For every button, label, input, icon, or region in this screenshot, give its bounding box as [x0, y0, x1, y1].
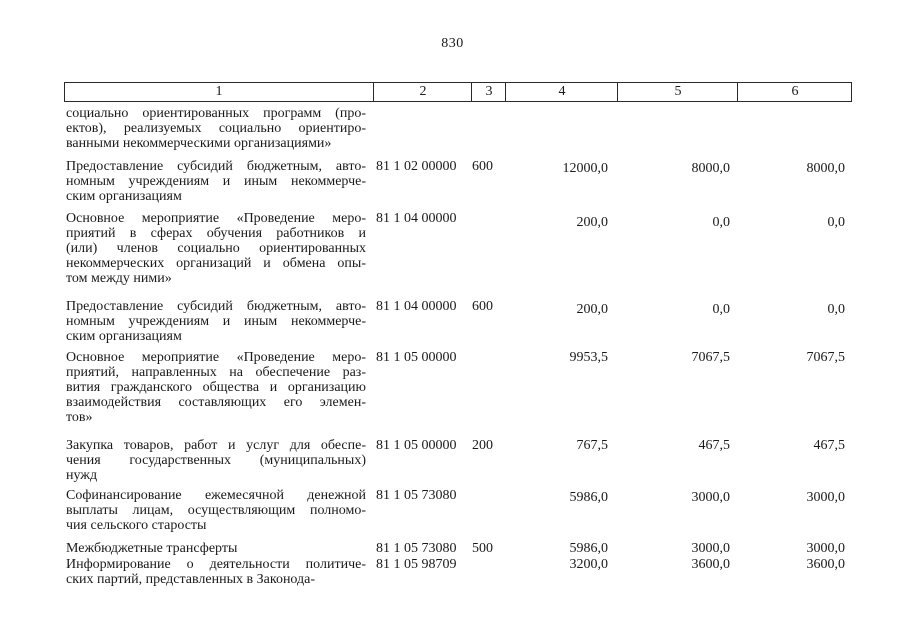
description-line: Основное мероприятие «Проведение меро-: [66, 350, 366, 365]
amount-col-5: 3600,0: [691, 557, 730, 572]
description-line: тов»: [66, 410, 93, 425]
amount-col-4: 5986,0: [569, 490, 608, 505]
row-description: [66, 488, 366, 533]
row-description: [66, 106, 366, 151]
description-line: ским организациям: [66, 189, 182, 204]
description-line: Предоставление субсидий бюджетным, авто-: [66, 159, 366, 174]
amount-col-4: 9953,5: [569, 350, 608, 365]
amount-col-5: 0,0: [712, 302, 730, 317]
header-col-1: 1: [215, 84, 223, 99]
amount-col-5: 0,0: [712, 215, 730, 230]
amount-col-6: 3000,0: [806, 490, 845, 505]
description-line: Закупка товаров, работ и услуг для обеспе-: [66, 438, 366, 453]
header-col-4: 4: [505, 83, 618, 101]
amount-col-5: 3000,0: [691, 541, 730, 556]
row-description: [66, 159, 366, 204]
budget-code: 81 1 05 00000: [376, 438, 457, 453]
description-line: приятий в сферах обучения работников и: [66, 226, 366, 241]
amount-col-6: 8000,0: [806, 161, 845, 176]
budget-code: 81 1 02 00000: [376, 159, 457, 174]
budget-code: 81 1 04 00000: [376, 211, 457, 226]
description-line: том между ними»: [66, 271, 172, 286]
description-line: номным учреждениям и иным некоммерче-: [66, 314, 366, 329]
row-description: [66, 211, 366, 286]
description-line: социально ориентированных программ (про-: [66, 106, 366, 121]
header-col-5: 5: [617, 83, 738, 101]
amount-col-4: 767,5: [576, 438, 608, 453]
row-description: [66, 557, 366, 587]
page-number: 830: [441, 36, 464, 51]
amount-col-6: 0,0: [827, 215, 845, 230]
expense-type: 500: [472, 541, 493, 556]
description-line: Предоставление субсидий бюджетным, авто-: [66, 299, 366, 314]
expense-type: 600: [472, 159, 493, 174]
row-description: [66, 541, 366, 556]
expense-type: 600: [472, 299, 493, 314]
amount-col-6: 3600,0: [806, 557, 845, 572]
description-line: ских партий, представленных в Законода-: [66, 572, 316, 587]
description-line: Межбюджетные трансферты: [66, 541, 238, 556]
row-description: [66, 350, 366, 425]
expense-type: 200: [472, 438, 493, 453]
description-line: нужд: [66, 468, 98, 483]
description-line: (или) членов социально ориентированных: [66, 241, 366, 256]
budget-code: 81 1 05 98709: [376, 557, 457, 572]
amount-col-6: 7067,5: [806, 350, 845, 365]
description-line: приятий, направленных на обеспечение раз-: [66, 365, 366, 380]
budget-code: 81 1 04 00000: [376, 299, 457, 314]
amount-col-6: 3000,0: [806, 541, 845, 556]
description-line: ванными некоммерческими организациями»: [66, 136, 332, 151]
budget-code: 81 1 05 73080: [376, 488, 457, 503]
amount-col-5: 467,5: [698, 438, 730, 453]
table-header: [64, 82, 852, 102]
header-col-2: 2: [373, 83, 472, 101]
amount-col-4: 12000,0: [562, 161, 608, 176]
budget-code: 81 1 05 73080: [376, 541, 457, 556]
description-line: чия сельского старосты: [66, 518, 207, 533]
description-line: взаимодействия составляющих его элемен-: [66, 395, 366, 410]
description-line: ектов), реализуемых социально ориентиро-: [66, 121, 366, 136]
header-col-3: 3: [471, 83, 506, 101]
amount-col-5: 8000,0: [691, 161, 730, 176]
amount-col-4: 200,0: [576, 215, 608, 230]
description-line: чения государственных (муниципальных): [66, 453, 366, 468]
header-col-6: 6: [737, 83, 852, 101]
description-line: Основное мероприятие «Проведение меро-: [66, 211, 366, 226]
description-line: некоммерческих организаций и обмена опы-: [66, 256, 366, 271]
description-line: номным учреждениям и иным некоммерче-: [66, 174, 366, 189]
amount-col-5: 7067,5: [691, 350, 730, 365]
amount-col-6: 0,0: [827, 302, 845, 317]
description-line: вития гражданского общества и организацию: [66, 380, 366, 395]
description-line: ским организациям: [66, 329, 182, 344]
amount-col-4: 3200,0: [569, 557, 608, 572]
row-description: [66, 438, 366, 483]
amount-col-5: 3000,0: [691, 490, 730, 505]
amount-col-4: 5986,0: [569, 541, 608, 556]
description-line: Софинансирование ежемесячной денежной: [66, 488, 366, 503]
row-description: [66, 299, 366, 344]
description-line: выплаты лицам, осуществляющим полномо-: [66, 503, 366, 518]
budget-code: 81 1 05 00000: [376, 350, 457, 365]
amount-col-4: 200,0: [576, 302, 608, 317]
description-line: Информирование о деятельности политиче-: [66, 557, 366, 572]
amount-col-6: 467,5: [813, 438, 845, 453]
